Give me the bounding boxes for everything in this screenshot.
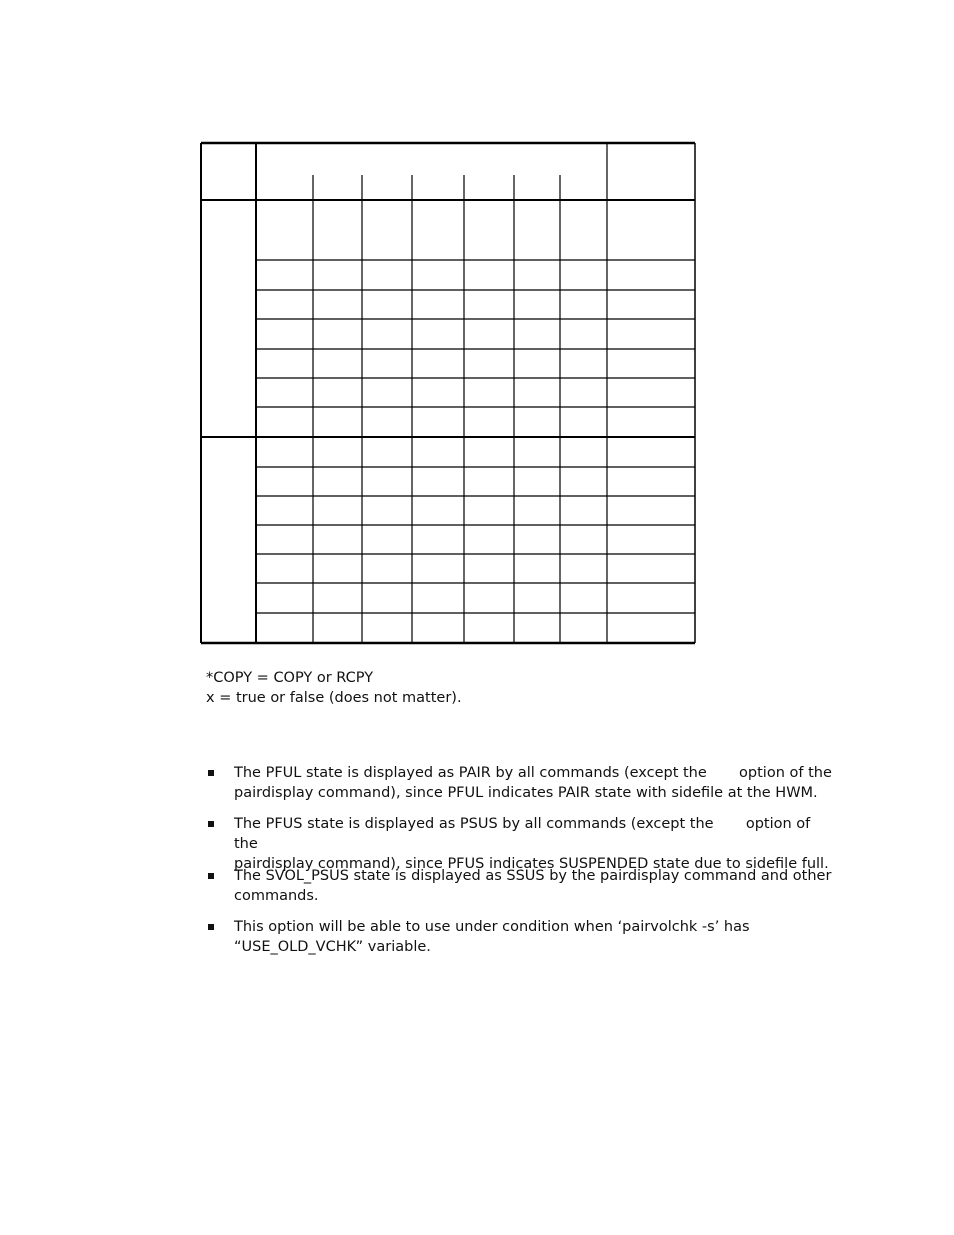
bullet-text-line: pairdisplay command), since PFUS indicates SUSPENDED state due to sidefile full. bbox=[234, 856, 829, 872]
bullet-text-line: The SVOL_PSUS state is displayed as SSUS by the pairdisplay command and other bbox=[234, 868, 832, 884]
bullet-text-line: The PFUL state is displayed as PAIR by all commands (except the option of the bbox=[234, 765, 832, 781]
bullet-text-line: “USE_OLD_VCHK” variable. bbox=[234, 939, 431, 955]
bullet-square-icon bbox=[208, 770, 214, 776]
bullet-square-icon bbox=[208, 821, 214, 827]
x-footnote: x = true or false (does not matter). bbox=[206, 690, 462, 706]
bullet-text-line: This option will be able to use under condition when ‘pairvolchk -s’ has bbox=[234, 919, 750, 935]
bullet-square-icon bbox=[208, 924, 214, 930]
bullet-text-line: commands. bbox=[234, 888, 319, 904]
bullet-text-line: The PFUS state is displayed as PSUS by all commands (except the option of the bbox=[234, 816, 811, 852]
copy-footnote: *COPY = COPY or RCPY bbox=[206, 670, 374, 686]
bullet-text-line: pairdisplay command), since PFUL indicates PAIR state with sidefile at the HWM. bbox=[234, 785, 818, 801]
bullet-square-icon bbox=[208, 873, 214, 879]
